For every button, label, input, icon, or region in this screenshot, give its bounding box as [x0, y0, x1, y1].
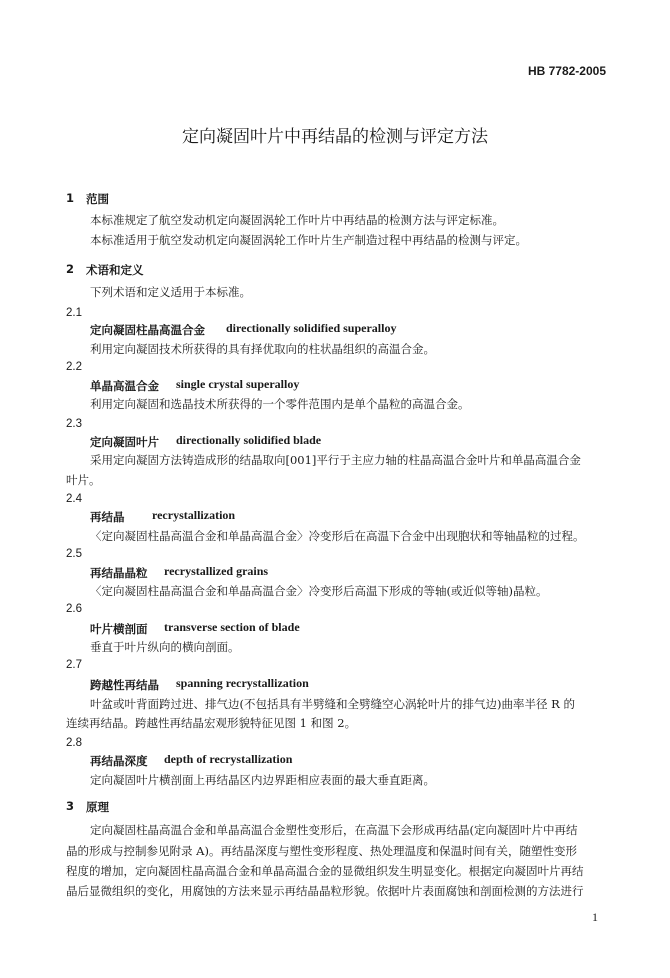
section-2-heading: 术语和定义 [86, 263, 144, 277]
term-zh: 跨越性再结晶 [90, 678, 159, 692]
term-zh: 再结晶晶粒 [90, 566, 148, 580]
term-number: 2.7 [66, 659, 82, 671]
term-definition-cont: 连续再结晶。跨越性再结晶宏观形貌特征见图 1 和图 2。 [66, 716, 357, 730]
term-number: 2.1 [66, 307, 82, 319]
term-number: 2.2 [66, 361, 82, 373]
term-number: 2.4 [66, 493, 82, 505]
term-definition: 采用定向凝固方法铸造成形的结晶取向[001]平行于主应力轴的柱晶高温合金叶片和单晶高温合金 [90, 453, 581, 467]
term-definition: 利用定向凝固技术所获得的具有择优取向的柱状晶组织的高温合金。 [90, 342, 435, 356]
section-2-intro: 下列术语和定义适用于本标准。 [90, 285, 251, 299]
term-en: recrystallization [152, 508, 236, 522]
term-zh: 再结晶深度 [90, 754, 148, 768]
term-en: transverse section of blade [164, 620, 300, 634]
term-en: directionally solidified blade [176, 433, 322, 447]
page-title: 定向凝固叶片中再结晶的检测与评定方法 [182, 127, 488, 147]
term-en: recrystallized grains [164, 564, 269, 578]
section-1-number: 1 [66, 191, 75, 205]
term-en: spanning recrystallization [176, 676, 309, 690]
term-definition: 叶盆或叶背面跨过进、排气边(不包括具有半劈缝和全劈缝空心涡轮叶片的排气边)曲率半径 R 的 [90, 697, 575, 711]
term-number: 2.3 [66, 418, 82, 430]
term-number: 2.5 [66, 548, 82, 560]
term-zh: 叶片横剖面 [90, 622, 148, 636]
term-definition: 定向凝固叶片横剖面上再结晶区内边界距相应表面的最大垂直距离。 [90, 773, 435, 787]
section-3-heading: 原理 [86, 800, 109, 814]
section-3-line-2: 晶的形成与控制参见附录 A)。再结晶深度与塑性变形程度、热处理温度和保温时间有关，随塑性变形 [66, 844, 577, 858]
term-en: single crystal superalloy [176, 377, 300, 391]
term-zh: 定向凝固柱晶高温合金 [90, 323, 205, 337]
term-definition: 垂直于叶片纵向的横向剖面。 [90, 640, 240, 654]
section-2-number: 2 [66, 262, 75, 276]
term-definition: 〈定向凝固柱晶高温合金和单晶高温合金〉冷变形后高温下形成的等轴(或近似等轴)晶粒。 [90, 584, 548, 598]
section-1-line-2: 本标准适用于航空发动机定向凝固涡轮工作叶片生产制造过程中再结晶的检测与评定。 [90, 233, 527, 247]
term-definition-cont: 叶片。 [66, 473, 101, 487]
page-number: 1 [592, 910, 598, 924]
section-3-line-1: 定向凝固柱晶高温合金和单晶高温合金塑性变形后，在高温下会形成再结晶(定向凝固叶片中再结 [90, 823, 578, 837]
section-3-number: 3 [66, 799, 75, 813]
term-definition: 利用定向凝固和选晶技术所获得的一个零件范围内是单个晶粒的高温合金。 [90, 397, 470, 411]
term-en: depth of recrystallization [164, 752, 293, 766]
term-definition: 〈定向凝固柱晶高温合金和单晶高温合金〉冷变形后在高温下合金中出现胞状和等轴晶粒的过程。 [90, 529, 585, 543]
section-3-line-4: 晶后显微组织的变化，用腐蚀的方法来显示再结晶晶粒形貌。依据叶片表面腐蚀和剖面检测的方法进行 [66, 884, 584, 898]
term-zh: 再结晶 [90, 510, 125, 524]
section-1-heading: 范围 [86, 192, 109, 206]
section-1-line-1: 本标准规定了航空发动机定向凝固涡轮工作叶片中再结晶的检测方法与评定标准。 [90, 213, 504, 227]
term-zh: 单晶高温合金 [90, 379, 159, 393]
term-zh: 定向凝固叶片 [90, 435, 159, 449]
term-number: 2.8 [66, 737, 82, 749]
standard-code: HB 7782-2005 [527, 64, 606, 78]
term-number: 2.6 [66, 603, 82, 615]
term-en: directionally solidified superalloy [226, 321, 397, 335]
section-3-line-3: 程度的增加，定向凝固柱晶高温合金和单晶高温合金的显微组织发生明显变化。根据定向凝固叶片再结 [66, 864, 584, 878]
